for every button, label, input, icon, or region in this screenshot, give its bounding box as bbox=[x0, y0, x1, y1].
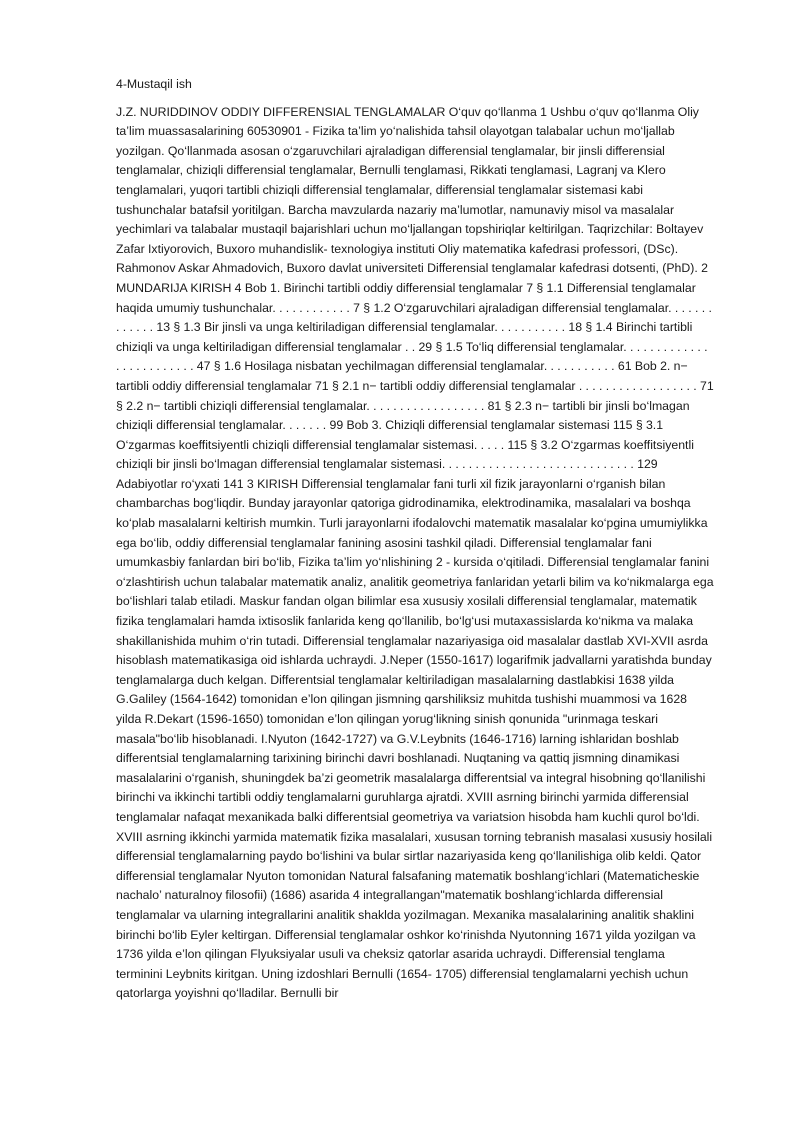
document-heading: 4-Mustaqil ish bbox=[116, 77, 192, 91]
document-body-text: J.Z. NURIDDINOV ODDIY DIFFERENSIAL TENGLAMALAR O‘quv qo‘llanma 1 Ushbu o‘quv qo‘llanma Oliy ta’lim muassasalarining 60530901 - Fizika ta’lim yo‘nalishida tahsil olayotgan talabalar uchun mo‘ljallab yozilgan. Qo‘llanmada asosan o‘zgaruvchilari ajraladigan differensial tenglamalar, bir jinsli differensial tenglamalar, chiziqli differensial tenglamalar, Bernulli tenglamasi, Rikkati tenglamasi, Lagranj va Klero tenglamalari, yuqori tartibli chiziqli differensial tenglamalar, differensial tenglamalar sistemasi kabi tushunchalar batafsil yoritilgan. Barcha mavzularda nazariy ma’lumotlar, namunaviy misol va masalalar yechimlari va talabalar mustaqil bajarishlari uchun mo‘ljallangan topshiriqlar keltirilgan. Taqrizchilar: Boltayev Zafar Ixtiyorovich, Buxoro muhandislik- texnologiya instituti Oliy matematika kafedrasi professori, (DSc). Rahmonov Askar Ahmadovich, Buxoro davlat universiteti Differensial tenglamalar kafedrasi dotsenti, (PhD). 2 MUNDARIJA KIRISH 4 Bob 1. Birinchi tartibli oddiy differensial tenglamalar 7 § 1.1 Differensial tenglamalar haqida umumiy tushunchalar. . . . . . . . . . . . 7 § 1.2 O‘zgaruvchilari ajraladigan differensial tenglamalar. . . . . . . . . . . . . 13 § 1.3 Bir jinsli va unga keltiriladigan differensial tenglamalar. . . . . . . . . . . 18 § 1.4 Birinchi tartibli chiziqli va unga keltiriladigan differensial tenglamalar . . 29 § 1.5 To‘liq differensial tenglamalar. . . . . . . . . . . . . . . . . . . . . . . . . 47 § 1.6 Hosilaga nisbatan yechilmagan differensial tenglamalar. . . . . . . . . . . 61 Bob 2. n− tartibli oddiy differensial tenglamalar 71 § 2.1 n− tartibli oddiy differensial tenglamalar . . . . . . . . . . . . . . . . . . 71 § 2.2 n− tartibli chiziqli differensial tenglamalar. . . . . . . . . . . . . . . . . . 81 § 2.3 n− tartibli bir jinsli bo‘lmagan chiziqli differensial tenglamalar. . . . . . . 99 Bob 3. Chiziqli differensial tenglamalar sistemasi 115 § 3.1 O‘zgarmas koeffitsiyentli chiziqli differensial tenglamalar sistemasi. . . . . 115 § 3.2 O‘zgarmas koeffitsiyentli chiziqli bir jinsli bo‘lmagan differensial tenglamalar sistemasi. . . . . . . . . . . . . . . . . . . . . . . . . . . . . 129 Adabiyotlar ro‘yxati 141 3 KIRISH Differensial tenglamalar fani turli xil fizik jarayonlarni o‘rganish bilan chambarchas bog‘liqdir. Bunday jarayonlar qatoriga gidrodinamika, elektrodinamika, masalalari va boshqa ko‘plab masalalarni keltirish mumkin. Turli jarayonlarni ifodalovchi matematik masalalar ko‘pgina umumiylikka ega bo‘lib, oddiy differensial tenglamalar fanining asosini tashkil qiladi. Differensial tenglamalar fani umumkasbiy fanlardan biri bo‘lib, Fizika ta’lim yo‘nlishining 2 - kursida o‘qitiladi. Differensial tenglamalar fanini o‘zlashtirish uchun talabalar matematik analiz, analitik geometriya fanlaridan yetarli bilim va ko‘nikmalarga ega bo‘lishlari talab etiladi. Maskur fandan olgan bilimlar esa xususiy xosilali differensial tenglamalar, matematik fizika tenglamalari hamda ixtisoslik fanlarida keng qo‘llanilib, bo‘lg‘usi mutaxassislarda ko‘nikma va malaka shakillanishida muhim o‘rin tutadi. Differensial tenglamalar nazariyasiga oid masalalar dastlab XVI-XVII asrda hisoblash matematikasiga oid ishlarda uchraydi. J.Neper (1550-1617) logarifmik jadvallarni yaratishda bunday tenglamalarga duch kelgan. Differentsial tenglamalar keltiriladigan masalalarning dastlabkisi 1638 yilda G.Galiley (1564-1642) tomonidan e’lon qilingan jismning qarshiliksiz muhitda tushishi muammosi va 1628 yilda R.Dekart (1596-1650) tomonidan e’lon qilingan yorug‘likning sinish qonunida "urinmaga teskari masala"bo‘lib hisoblanadi. I.Nyuton (1642-1727) va G.V.Leybnits (1646-1716) larning ishlaridan boshlab differentsial tenglamalarning tarixining birinchi davri boshlanadi. Nuqtaning va qattiq jismning dinamikasi masalalarini o‘rganish, shuningdek ba’zi geometrik masalalarga differentsial va integral hisobning qo‘llanilishi birinchi va ikkinchi tartibli oddiy tenglamalarni guruhlarga ajratdi. XVIII asrning birinchi yarmida differensial tenglamalar nafaqat mexanikada balki differentsial geometriya va variatsion hisobda ham kuchli qurol bo‘ldi. XVIII asrning ikkinchi yarmida matematik fizika masalalari, xususan torning tebranish masalasi xususiy hosilali differensial tenglamalarning paydo bo‘lishini va bular sirtlar nazariyasida keng qo‘llanilishiga olib keldi. Qator differensial tenglamalar Nyuton tomonidan Natural falsafaning matematik boshlang‘ichlari (Matematicheskie nachalo’ naturalnoy filosofii) (1686) asarida 4 integrallangan"matematik boshlang‘ichlarda differensial tenglamalar va ularning integrallarini analitik shaklda yozilmagan. Mexanika masalalarining analitik shaklini birinchi bo‘lib Eyler keltirgan. Differensial tenglamalar oshkor ko‘rinishda Nyutonning 1671 yilda yozilgan va 1736 yilda e’lon qilingan Flyuksiyalar usuli va cheksiz qatorlar asarida uchraydi. Differensial tenglama terminini Leybnits kiritgan. Uning izdoshlari Bernulli (1654- 1705) differensial tenglamalarni yechish uchun qatorlarga yoyishni qo‘lladilar. Bernulli bir bbox=[116, 104, 714, 1001]
document-page bbox=[116, 75, 714, 1004]
